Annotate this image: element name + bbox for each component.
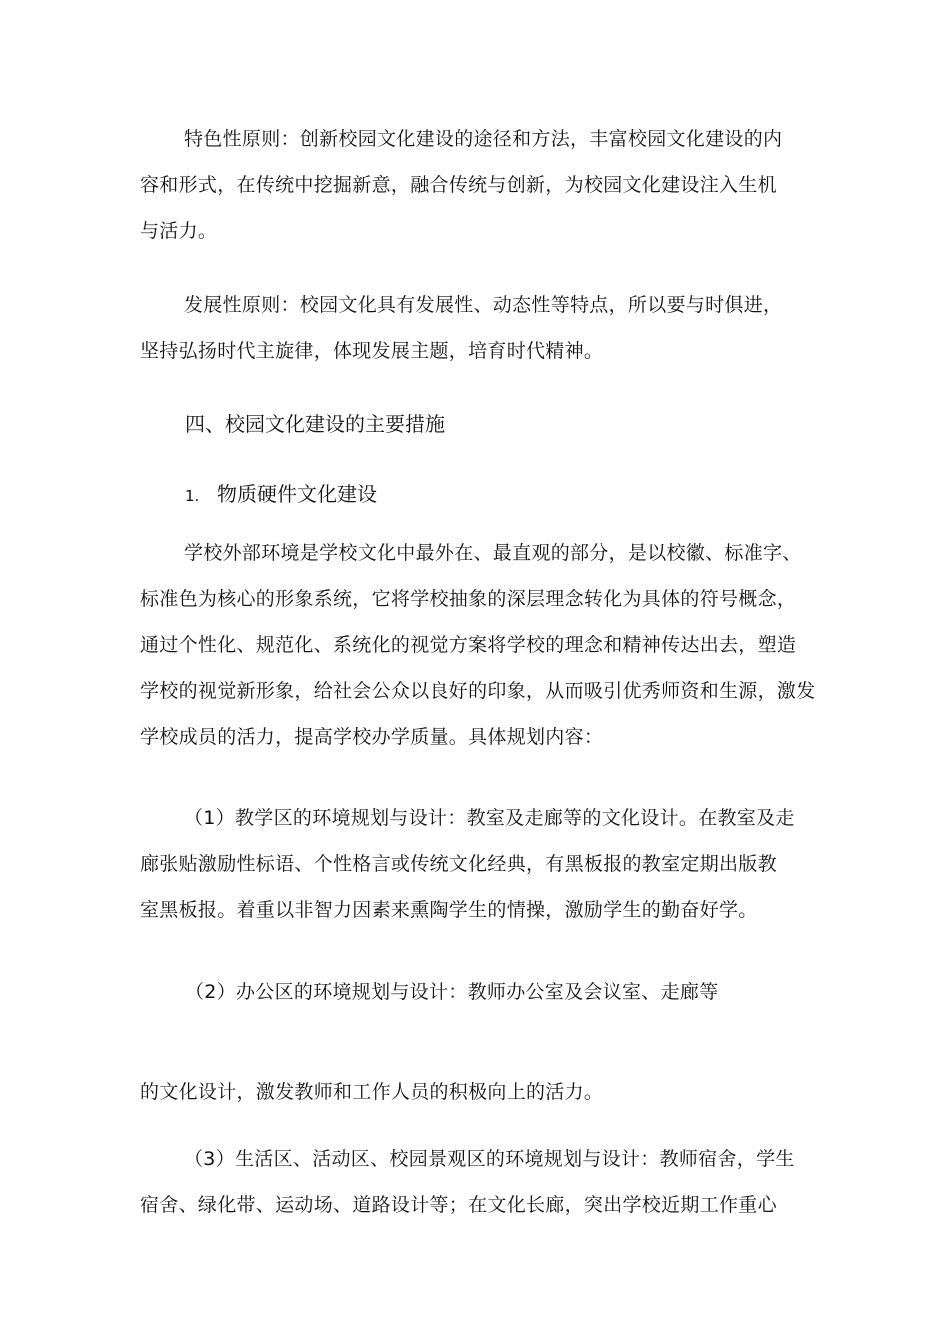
paragraph-development-principle — [140, 282, 830, 374]
text-line: 发展性原则：校园文化具有发展性、动态性等特点，所以要与时俱进， — [184, 294, 783, 316]
text-line: 学校外部环境是学校文化中最外在、最直观的部分，是以校徽、标准字、 — [184, 542, 802, 564]
text-line: 宿舍、绿化带、运动场、道路设计等；在文化长廊，突出学校近期工作重心 — [140, 1194, 777, 1216]
text-line: 与活力。 — [140, 220, 218, 242]
paragraph-external-environment — [140, 530, 830, 760]
text-line: （1）教学区的环境规划与设计：教室及走廊等的文化设计。在教室及走 — [184, 807, 795, 829]
text-line: 学校的视觉新形象，给社会公众以良好的印象，从而吸引优秀师资和生源，激发 — [140, 680, 816, 702]
paragraph-living-area — [140, 1136, 830, 1228]
text-line: 容和形式，在传统中挖掘新意，融合传统与创新，为校园文化建设注入生机 — [140, 174, 777, 196]
text-line: 室黑板报。着重以非智力因素来熏陶学生的情操，激励学生的勤奋好学。 — [140, 899, 758, 921]
text-line: 特色性原则：创新校园文化建设的途径和方法，丰富校园文化建设的内 — [184, 128, 783, 150]
text-line: 通过个性化、规范化、系统化的视觉方案将学校的理念和精神传达出去，塑造 — [140, 634, 797, 656]
paragraph-office-area-lead: （2）办公区的环境规划与设计：教师办公室及会议室、走廊等 — [185, 981, 719, 1003]
subsection-number: 1. — [185, 487, 200, 505]
paragraph-teaching-area — [140, 795, 830, 933]
text-line: 廊张贴激励性标语、个性格言或传统文化经典，有黑板报的教室定期出版教 — [140, 853, 777, 875]
text-line: 坚持弘扬时代主旋律，体现发展主题，培育时代精神。 — [140, 340, 604, 362]
text-line: 学校成员的活力，提高学校办学质量。具体规划内容： — [140, 726, 604, 748]
subsection-title: 物质硬件文化建设 — [217, 482, 377, 506]
subsection-heading-1 — [185, 474, 377, 516]
section-heading-4: 四、校园文化建设的主要措施 — [185, 412, 445, 436]
paragraph-office-area-cont: 的文化设计，激发教师和工作人员的积极向上的活力。 — [140, 1081, 604, 1103]
paragraph-distinctive-principle — [140, 116, 830, 254]
text-line: 标准色为核心的形象系统，它将学校抽象的深层理念转化为具体的符号概念， — [140, 588, 797, 610]
text-line: （3）生活区、活动区、校园景观区的环境规划与设计：教师宿舍，学生 — [184, 1148, 795, 1170]
